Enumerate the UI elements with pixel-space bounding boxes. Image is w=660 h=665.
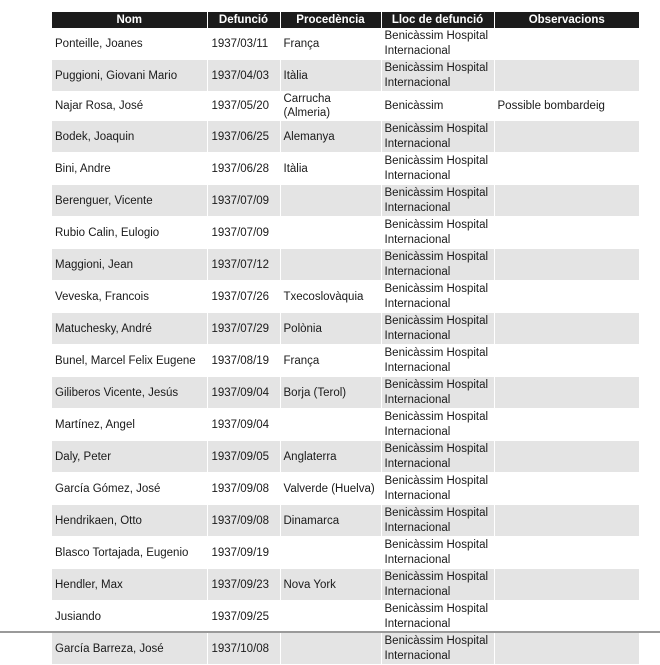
cell-nom: Bini, Andre <box>52 153 207 185</box>
lloc-line-1: Benicàssim Hospital <box>384 634 489 647</box>
lloc-line-2: Internacional <box>384 265 451 278</box>
cell-observacions <box>494 249 639 281</box>
table-row <box>52 28 639 60</box>
cell-defuncio: 1937/07/12 <box>207 249 280 281</box>
cell-defuncio: 1937/09/05 <box>207 441 280 473</box>
cell-lloc-de-defuncio <box>381 633 494 665</box>
cell-defuncio: 1937/04/03 <box>207 60 280 92</box>
cell-nom: Rubio Calin, Eulogio <box>52 217 207 249</box>
cell-defuncio: 1937/08/19 <box>207 345 280 377</box>
column-header-observacions: Observacions <box>494 12 639 28</box>
lloc-line-1: Benicàssim Hospital <box>384 378 489 391</box>
lloc-line-2: Internacional <box>384 585 451 598</box>
cell-lloc-de-defuncio <box>381 153 494 185</box>
cell-defuncio: 1937/09/08 <box>207 473 280 505</box>
lloc-line-2: Internacional <box>384 169 451 182</box>
lloc-line-1: Benicàssim Hospital <box>384 570 489 583</box>
cell-lloc-de-defuncio <box>381 217 494 249</box>
lloc-line-1: Benicàssim Hospital <box>384 314 489 327</box>
cell-observacions <box>494 28 639 60</box>
table-row <box>52 569 639 601</box>
cell-observacions: Possible bombardeig <box>494 92 639 121</box>
lloc-line-2: Internacional <box>384 649 451 662</box>
cell-nom: Veveska, Francois <box>52 281 207 313</box>
cell-procedencia: Valverde (Huelva) <box>280 473 381 505</box>
lloc-line-1: Benicàssim Hospital <box>384 29 489 42</box>
lloc-line-1: Benicàssim Hospital <box>384 282 489 295</box>
table-row <box>52 633 639 665</box>
cell-observacions <box>494 217 639 249</box>
cell-lloc-de-defuncio <box>381 60 494 92</box>
cell-lloc-de-defuncio <box>381 185 494 217</box>
lloc-line-1: Benicàssim Hospital <box>384 218 489 231</box>
cell-defuncio: 1937/09/08 <box>207 505 280 537</box>
table-row <box>52 345 639 377</box>
cell-lloc-de-defuncio <box>381 313 494 345</box>
table-row <box>52 537 639 569</box>
cell-observacions <box>494 633 639 665</box>
lloc-line-2: Internacional <box>384 489 451 502</box>
column-header-defuncio: Defunció <box>207 12 280 28</box>
cell-nom: Maggioni, Jean <box>52 249 207 281</box>
lloc-line-1: Benicàssim Hospital <box>384 346 489 359</box>
cell-procedencia: Borja (Terol) <box>280 377 381 409</box>
lloc-line-1: Benicàssim Hospital <box>384 122 489 135</box>
table-row <box>52 505 639 537</box>
cell-lloc-de-defuncio <box>381 377 494 409</box>
lloc-line-1: Benicàssim Hospital <box>384 474 489 487</box>
cell-nom: Matuchesky, André <box>52 313 207 345</box>
cell-lloc-de-defuncio <box>381 537 494 569</box>
table-row <box>52 409 639 441</box>
cell-observacions <box>494 505 639 537</box>
table-row <box>52 441 639 473</box>
cell-defuncio: 1937/09/19 <box>207 537 280 569</box>
cell-defuncio: 1937/10/08 <box>207 633 280 665</box>
cell-observacions <box>494 345 639 377</box>
cell-procedencia: Carrucha (Almeria) <box>280 92 381 121</box>
cell-lloc-de-defuncio <box>381 505 494 537</box>
cell-procedencia: Anglaterra <box>280 441 381 473</box>
table-row <box>52 217 639 249</box>
cell-observacions <box>494 537 639 569</box>
deaths-register-table <box>52 12 639 665</box>
lloc-line-1: Benicàssim Hospital <box>384 154 489 167</box>
cell-nom: Giliberos Vicente, Jesús <box>52 377 207 409</box>
cell-nom: Hendler, Max <box>52 569 207 601</box>
cell-procedencia: Itàlia <box>280 153 381 185</box>
table-row <box>52 249 639 281</box>
cell-defuncio: 1937/06/28 <box>207 153 280 185</box>
cell-observacions <box>494 601 639 633</box>
cell-nom: Daly, Peter <box>52 441 207 473</box>
lloc-line-1: Benicàssim Hospital <box>384 410 489 423</box>
cell-observacions <box>494 313 639 345</box>
cell-procedencia <box>280 249 381 281</box>
table-row <box>52 473 639 505</box>
cell-procedencia: França <box>280 345 381 377</box>
lloc-line-1: Benicàssim Hospital <box>384 442 489 455</box>
table-body <box>52 28 639 665</box>
cell-procedencia <box>280 537 381 569</box>
cell-nom: Ponteille, Joanes <box>52 28 207 60</box>
cell-defuncio: 1937/06/25 <box>207 121 280 153</box>
cell-procedencia: Polònia <box>280 313 381 345</box>
lloc-line-1: Benicàssim Hospital <box>384 506 489 519</box>
cell-observacions <box>494 281 639 313</box>
cell-nom: Jusiando <box>52 601 207 633</box>
lloc-line-2: Internacional <box>384 137 451 150</box>
cell-lloc-de-defuncio <box>381 441 494 473</box>
lloc-line-1: Benicàssim <box>384 99 444 112</box>
cell-nom: Najar Rosa, José <box>52 92 207 121</box>
cell-procedencia <box>280 601 381 633</box>
cell-procedencia <box>280 633 381 665</box>
cell-lloc-de-defuncio <box>381 345 494 377</box>
cell-defuncio: 1937/09/04 <box>207 377 280 409</box>
cell-procedencia <box>280 409 381 441</box>
table-header-row <box>52 12 639 28</box>
cell-observacions <box>494 185 639 217</box>
lloc-line-1: Benicàssim Hospital <box>384 250 489 263</box>
table-row <box>52 601 639 633</box>
cell-nom: Puggioni, Giovani Mario <box>52 60 207 92</box>
lloc-line-2: Internacional <box>384 617 451 630</box>
cell-observacions <box>494 121 639 153</box>
table-row <box>52 313 639 345</box>
cell-lloc-de-defuncio <box>381 249 494 281</box>
cell-defuncio: 1937/03/11 <box>207 28 280 60</box>
cell-procedencia <box>280 185 381 217</box>
cell-procedencia <box>280 217 381 249</box>
column-header-nom: Nom <box>52 12 207 28</box>
cell-defuncio: 1937/09/25 <box>207 601 280 633</box>
lloc-line-2: Internacional <box>384 201 451 214</box>
cell-procedencia: França <box>280 28 381 60</box>
cell-nom: Martínez, Angel <box>52 409 207 441</box>
cell-observacions <box>494 441 639 473</box>
lloc-line-1: Benicàssim Hospital <box>384 602 489 615</box>
lloc-line-2: Internacional <box>384 329 451 342</box>
lloc-line-1: Benicàssim Hospital <box>384 186 489 199</box>
column-header-lloc-de-defuncio: Lloc de defunció <box>381 12 494 28</box>
cell-nom: García Barreza, José <box>52 633 207 665</box>
cell-defuncio: 1937/09/23 <box>207 569 280 601</box>
table-row <box>52 185 639 217</box>
lloc-line-2: Internacional <box>384 361 451 374</box>
cell-nom: Blasco Tortajada, Eugenio <box>52 537 207 569</box>
table-row <box>52 281 639 313</box>
cell-defuncio: 1937/07/26 <box>207 281 280 313</box>
page-bottom-divider <box>0 631 660 633</box>
lloc-line-2: Internacional <box>384 521 451 534</box>
cell-procedencia: Alemanya <box>280 121 381 153</box>
lloc-line-2: Internacional <box>384 44 451 57</box>
cell-defuncio: 1937/07/29 <box>207 313 280 345</box>
cell-lloc-de-defuncio <box>381 601 494 633</box>
cell-procedencia: Nova York <box>280 569 381 601</box>
cell-observacions <box>494 377 639 409</box>
lloc-line-2: Internacional <box>384 76 451 89</box>
cell-procedencia: Txecoslovàquia <box>280 281 381 313</box>
column-header-procedencia: Procedència <box>280 12 381 28</box>
cell-lloc-de-defuncio <box>381 569 494 601</box>
cell-observacions <box>494 473 639 505</box>
cell-lloc-de-defuncio <box>381 92 494 121</box>
cell-observacions <box>494 569 639 601</box>
cell-defuncio: 1937/07/09 <box>207 185 280 217</box>
cell-observacions <box>494 60 639 92</box>
lloc-line-2: Internacional <box>384 233 451 246</box>
cell-procedencia: Itàlia <box>280 60 381 92</box>
cell-nom: Bodek, Joaquin <box>52 121 207 153</box>
lloc-line-2: Internacional <box>384 297 451 310</box>
cell-defuncio: 1937/07/09 <box>207 217 280 249</box>
cell-defuncio: 1937/09/04 <box>207 409 280 441</box>
cell-lloc-de-defuncio <box>381 473 494 505</box>
lloc-line-2: Internacional <box>384 425 451 438</box>
cell-defuncio: 1937/05/20 <box>207 92 280 121</box>
cell-procedencia: Dinamarca <box>280 505 381 537</box>
cell-lloc-de-defuncio <box>381 121 494 153</box>
lloc-line-1: Benicàssim Hospital <box>384 61 489 74</box>
cell-nom: Hendrikaen, Otto <box>52 505 207 537</box>
lloc-line-2: Internacional <box>384 553 451 566</box>
cell-nom: García Gómez, José <box>52 473 207 505</box>
cell-observacions <box>494 409 639 441</box>
table-row <box>52 377 639 409</box>
lloc-line-1: Benicàssim Hospital <box>384 538 489 551</box>
table-row <box>52 60 639 92</box>
cell-lloc-de-defuncio <box>381 409 494 441</box>
table-row <box>52 153 639 185</box>
cell-nom: Berenguer, Vicente <box>52 185 207 217</box>
table-row <box>52 121 639 153</box>
lloc-line-2: Internacional <box>384 457 451 470</box>
cell-lloc-de-defuncio <box>381 28 494 60</box>
cell-nom: Bunel, Marcel Felix Eugene <box>52 345 207 377</box>
register-table-container <box>52 12 639 665</box>
cell-observacions <box>494 153 639 185</box>
lloc-line-2: Internacional <box>384 393 451 406</box>
table-row <box>52 92 639 121</box>
cell-lloc-de-defuncio <box>381 281 494 313</box>
